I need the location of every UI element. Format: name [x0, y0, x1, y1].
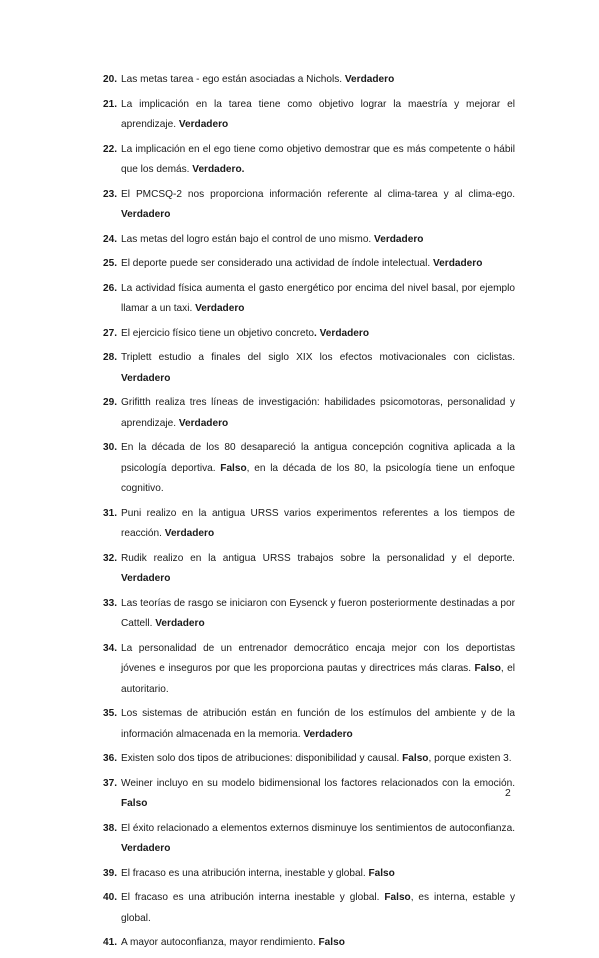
answer-label: Verdadero [433, 258, 483, 270]
item-number: 29. [103, 397, 118, 409]
answer-label: Falso [318, 937, 345, 949]
answer-label: Falso [384, 892, 411, 904]
item-number: 23. [103, 188, 118, 200]
statement-text: A mayor autoconfianza, mayor rendimiento. [121, 937, 319, 949]
list-item [103, 393, 515, 434]
item-number: 33. [103, 597, 118, 609]
item-number: 35. [103, 708, 118, 720]
list-item [103, 888, 515, 929]
item-number: 40. [103, 892, 118, 904]
answer-label: Falso [474, 663, 501, 675]
statement-text: Existen solo dos tipos de atribuciones: disponibilidad y causal. [121, 753, 403, 765]
answer-explanation: , el autoritario. [121, 663, 515, 695]
answer-label: Verdadero [178, 417, 229, 429]
item-text [121, 185, 515, 226]
statement-text: Weiner incluyo en su modelo bidimensional los factores relacionados con la emoción. [121, 777, 515, 789]
answer-label: Verdadero [121, 372, 171, 384]
answer-explanation: , porque existen 3. [428, 753, 512, 765]
statement-text: Grifitth realiza tres líneas de investigación: habilidades psicomotoras, personalidad y aprendizaje. [121, 397, 515, 429]
item-text [121, 888, 515, 929]
list-item [103, 864, 515, 884]
answer-label: Falso [220, 462, 247, 474]
item-text [121, 774, 515, 815]
statement-text: El fracaso es una atribución interna, inestable y global. [121, 867, 369, 879]
item-number: 32. [103, 552, 118, 564]
answer-explanation: , es interna, estable y global. [121, 892, 515, 924]
item-number: 27. [103, 327, 118, 339]
answer-label: Falso [121, 798, 148, 810]
item-text [121, 933, 515, 953]
item-number: 31. [103, 507, 118, 519]
item-text [121, 140, 515, 181]
item-number: 22. [103, 143, 118, 155]
answer-label: Verdadero [155, 618, 205, 630]
statement-text: El PMCSQ-2 nos proporciona información referente al clima-tarea y al clima-ego. [121, 188, 515, 200]
list-item [103, 95, 515, 136]
answer-label: Falso [368, 867, 395, 879]
item-text [121, 393, 515, 434]
item-number: 28. [103, 352, 118, 364]
answer-label: Verdadero [303, 728, 353, 740]
answer-label: Verdadero [121, 573, 171, 585]
item-number: 21. [103, 98, 118, 110]
list-item [103, 549, 515, 590]
statement-text: Las teorías de rasgo se iniciaron con Eysenck y fueron posteriormente destinadas a por Cattell. [121, 597, 515, 630]
item-text [121, 230, 515, 250]
statement-text: Triplett estudio a finales del siglo XIX los efectos motivacionales con ciclistas. [121, 352, 515, 364]
item-text [121, 704, 515, 745]
item-number: 20. [103, 74, 118, 85]
item-text [121, 749, 515, 769]
list-item [103, 704, 515, 745]
item-text [121, 70, 515, 90]
list-item [103, 70, 515, 90]
statement-text: El fracaso es una atribución interna inestable y global. [121, 892, 385, 904]
answer-label: Verdadero [344, 74, 395, 85]
statement-text: Las metas tarea - ego están asociadas a Nichols. [121, 74, 345, 85]
answer-label: Verdadero [121, 209, 171, 220]
list-item [103, 230, 515, 250]
list-item [103, 774, 515, 815]
statement-text: La personalidad de un entrenador democrático encaja mejor con los deportistas jóvenes e inseguros por que les proporciona pautas y directrices más claras. [121, 642, 515, 675]
item-text [121, 95, 515, 136]
statement-text: Rudik realizo en la antigua URSS trabajos sobre la personalidad y el deporte. [121, 552, 515, 564]
statement-text: El éxito relacionado a elementos externos disminuye los sentimientos de autoconfianza. [121, 822, 515, 834]
item-number: 41. [103, 937, 118, 949]
item-text [121, 594, 515, 635]
list-item [103, 749, 515, 769]
answer-label: Verdadero [164, 528, 215, 540]
list-item [103, 504, 515, 545]
item-text [121, 324, 515, 344]
list-item [103, 324, 515, 344]
answer-label: Verdadero [195, 303, 245, 315]
list-item [103, 639, 515, 700]
answer-explanation: , en la década de los 80, la psicología tiene un enfoque cognitivo. [121, 462, 515, 495]
answer-label: Verdadero. [192, 164, 245, 175]
item-text [121, 504, 515, 545]
item-text [121, 819, 515, 860]
item-number: 34. [103, 642, 118, 654]
list-item [103, 279, 515, 320]
statement-text: Los sistemas de atribución están en función de los estímulos del ambiente y de la información almacenada en la memoria. [121, 708, 515, 740]
item-text [121, 639, 515, 700]
statement-text: La implicación en el ego tiene como objetivo demostrar que es más competente o hábil que los demás. [121, 143, 515, 175]
question-list [103, 70, 515, 958]
item-number: 30. [103, 442, 118, 454]
statement-text: Las metas del logro están bajo el control de uno mismo. [121, 233, 375, 245]
list-item [103, 438, 515, 499]
item-text [121, 279, 515, 320]
item-number: 38. [103, 822, 118, 834]
statement-text: Puni realizo en la antigua URSS varios experimentos referentes a los tiempos de reacción. [121, 507, 515, 540]
page-number: 2 [505, 788, 511, 799]
answer-label: Verdadero [121, 843, 171, 855]
item-number: 39. [103, 867, 118, 879]
answer-label: Verdadero [374, 233, 424, 245]
item-text [121, 549, 515, 590]
statement-text: La actividad física aumenta el gasto energético por encima del nivel basal, por ejemplo llamar a un taxi. [121, 282, 515, 315]
list-item [103, 348, 515, 389]
list-item [103, 140, 515, 181]
list-item [103, 594, 515, 635]
statement-text: El ejercicio físico tiene un objetivo concreto [121, 327, 315, 339]
statement-text: El deporte puede ser considerado una actividad de índole intelectual. [121, 258, 433, 270]
item-number: 25. [103, 258, 118, 270]
answer-label: Falso [402, 753, 429, 765]
answer-label: . Verdadero [314, 327, 369, 339]
item-number: 36. [103, 753, 118, 765]
list-item [103, 254, 515, 274]
statement-text: En la década de los 80 desapareció la antigua concepción cognitiva aplicada a la psicología deportiva. [121, 442, 515, 474]
answer-label: Verdadero [178, 119, 229, 130]
list-item [103, 185, 515, 226]
item-text [121, 864, 515, 884]
list-item [103, 819, 515, 860]
item-number: 26. [103, 282, 118, 294]
item-text [121, 438, 515, 499]
item-number: 37. [103, 777, 118, 789]
item-text [121, 348, 515, 389]
item-text [121, 254, 515, 274]
list-item [103, 933, 515, 953]
statement-text: La implicación en la tarea tiene como objetivo lograr la maestría y mejorar el aprendizaje. [121, 98, 515, 130]
item-number: 24. [103, 233, 118, 245]
